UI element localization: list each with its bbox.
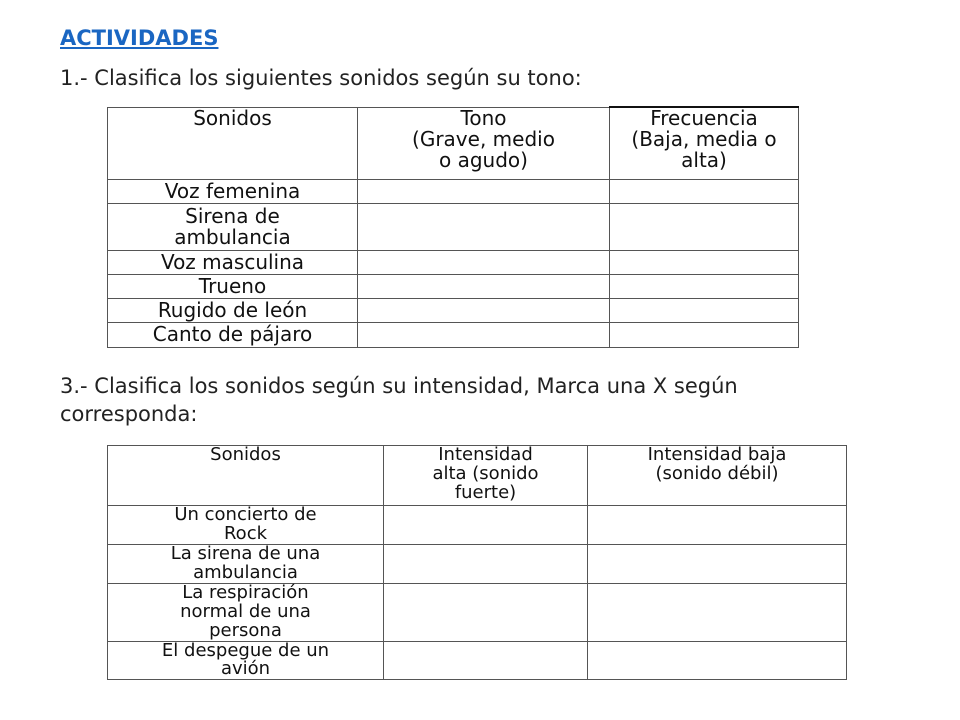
row-label: El despegue de un avión bbox=[108, 641, 384, 680]
tone-answer-cell[interactable] bbox=[358, 298, 610, 322]
row-label: Rugido de león bbox=[108, 298, 358, 322]
frequency-answer-cell[interactable] bbox=[610, 179, 799, 203]
tone-answer-cell[interactable] bbox=[358, 250, 610, 274]
frequency-answer-cell[interactable] bbox=[610, 298, 799, 322]
row-label: Voz masculina bbox=[108, 250, 358, 274]
row-label: Canto de pájaro bbox=[108, 322, 358, 347]
header-low-intensity: Intensidad baja (sonido débil) bbox=[588, 446, 847, 506]
header-high-intensity: Intensidad alta (sonido fuerte) bbox=[384, 446, 588, 506]
activities-heading: ACTIVIDADES bbox=[60, 26, 219, 50]
row-label: Un concierto de Rock bbox=[108, 506, 384, 545]
frequency-answer-cell[interactable] bbox=[610, 274, 799, 298]
high-intensity-mark-cell[interactable] bbox=[384, 641, 588, 680]
header-sounds: Sonidos bbox=[108, 446, 384, 506]
frequency-answer-cell[interactable] bbox=[610, 322, 799, 347]
low-intensity-mark-cell[interactable] bbox=[588, 641, 847, 680]
row-label: Trueno bbox=[108, 274, 358, 298]
tone-answer-cell[interactable] bbox=[358, 274, 610, 298]
frequency-answer-cell[interactable] bbox=[610, 250, 799, 274]
low-intensity-mark-cell[interactable] bbox=[588, 544, 847, 583]
high-intensity-mark-cell[interactable] bbox=[384, 544, 588, 583]
row-label: Sirena de ambulancia bbox=[108, 203, 358, 250]
question-1-prompt: 1.- Clasifica los siguientes sonidos según su tono: bbox=[60, 66, 582, 90]
low-intensity-mark-cell[interactable] bbox=[588, 506, 847, 545]
tone-answer-cell[interactable] bbox=[358, 179, 610, 203]
high-intensity-mark-cell[interactable] bbox=[384, 583, 588, 641]
row-label: La respiración normal de una persona bbox=[108, 583, 384, 641]
intensity-classification-table bbox=[107, 445, 847, 680]
tone-answer-cell[interactable] bbox=[358, 203, 610, 250]
tone-classification-table bbox=[107, 106, 799, 348]
header-sounds: Sonidos bbox=[108, 107, 358, 179]
row-label: Voz femenina bbox=[108, 179, 358, 203]
low-intensity-mark-cell[interactable] bbox=[588, 583, 847, 641]
tone-answer-cell[interactable] bbox=[358, 322, 610, 347]
row-label: La sirena de una ambulancia bbox=[108, 544, 384, 583]
frequency-answer-cell[interactable] bbox=[610, 203, 799, 250]
question-3-prompt: 3.- Clasifica los sonidos según su intensidad, Marca una X según corresponda: bbox=[60, 374, 738, 426]
high-intensity-mark-cell[interactable] bbox=[384, 506, 588, 545]
header-frequency: Frecuencia (Baja, media o alta) bbox=[610, 107, 799, 179]
header-tone: Tono (Grave, medio o agudo) bbox=[358, 107, 610, 179]
